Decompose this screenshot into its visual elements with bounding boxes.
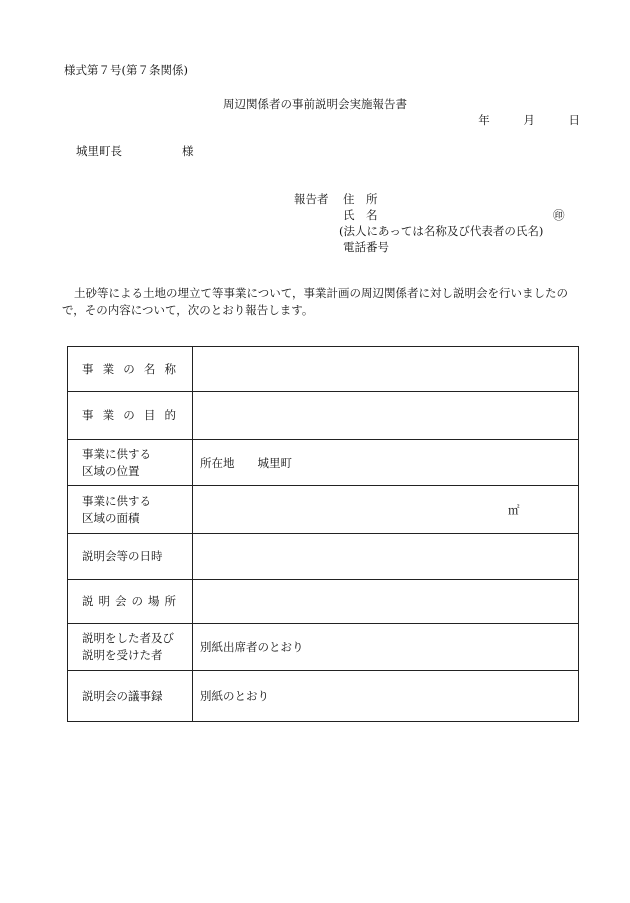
address-label: 住 所 — [343, 192, 378, 206]
form-number: 様式第７号(第７条関係) — [64, 63, 188, 77]
location-value[interactable]: 所在地 城里町 — [193, 440, 579, 486]
reporter-label: 報告者 — [294, 192, 329, 206]
table-row — [68, 486, 579, 534]
date-month: 月 — [523, 113, 535, 127]
row-label — [68, 347, 193, 392]
row-label — [68, 671, 193, 722]
label-project-name: 事 業 の 名 称 — [82, 361, 176, 376]
area-value[interactable] — [193, 486, 579, 534]
date-day: 日 — [568, 113, 580, 127]
minutes-value[interactable]: 別紙のとおり — [193, 671, 579, 722]
row-label — [68, 624, 193, 671]
table-row — [68, 671, 579, 722]
recipient-honorific: 様 — [182, 144, 194, 158]
recipient — [76, 143, 194, 159]
row-label — [68, 534, 193, 580]
label-venue: 説 明 会 の 場 所 — [82, 594, 176, 608]
name-label: 氏 名 — [343, 208, 378, 222]
attendees-value[interactable]: 別紙出席者のとおり — [193, 624, 579, 671]
recipient-name: 城里町長 — [76, 144, 122, 158]
date-year: 年 — [478, 113, 490, 127]
row-value[interactable] — [193, 347, 579, 392]
row-label — [68, 580, 193, 624]
reporter-block — [294, 191, 543, 255]
label-minutes: 説明会の議事録 — [82, 688, 163, 703]
phone-label: 電話番号 — [343, 240, 389, 254]
square-meter-unit: ㎡ — [508, 502, 520, 517]
row-value[interactable] — [193, 534, 579, 580]
label-datetime: 説明会等の日時 — [82, 549, 163, 563]
table-row — [68, 534, 579, 580]
document-title: 周辺関係者の事前説明会実施報告書 — [223, 97, 407, 111]
label-location-line1: 事業に供する — [82, 446, 151, 461]
row-label — [68, 392, 193, 440]
row-value[interactable] — [193, 392, 579, 440]
row-label — [68, 440, 193, 486]
label-area-line2: 区域の面積 — [82, 510, 140, 525]
report-table — [67, 346, 579, 722]
date-line — [448, 112, 580, 128]
table-row — [68, 580, 579, 624]
row-value[interactable] — [193, 580, 579, 624]
body-text: 土砂等による土地の埋立て等事業について，事業計画の周辺関係者に対し説明会を行いましたので，その内容について，次のとおり報告します。 — [62, 286, 569, 317]
corporate-note: (法人にあっては名称及び代表者の氏名) — [339, 224, 544, 238]
table-row — [68, 347, 579, 392]
label-project-purpose: 事 業 の 目 的 — [82, 408, 176, 422]
table-row — [68, 392, 579, 440]
label-attendees-line1: 説明をした者及び — [82, 631, 174, 645]
label-area-line1: 事業に供する — [82, 493, 151, 508]
label-attendees-line2: 説明を受けた者 — [82, 648, 163, 662]
seal-mark: ㊞ — [553, 208, 565, 222]
table-row — [68, 624, 579, 671]
label-location-line2: 区域の位置 — [82, 463, 140, 478]
table-row — [68, 440, 579, 486]
row-label — [68, 486, 193, 534]
